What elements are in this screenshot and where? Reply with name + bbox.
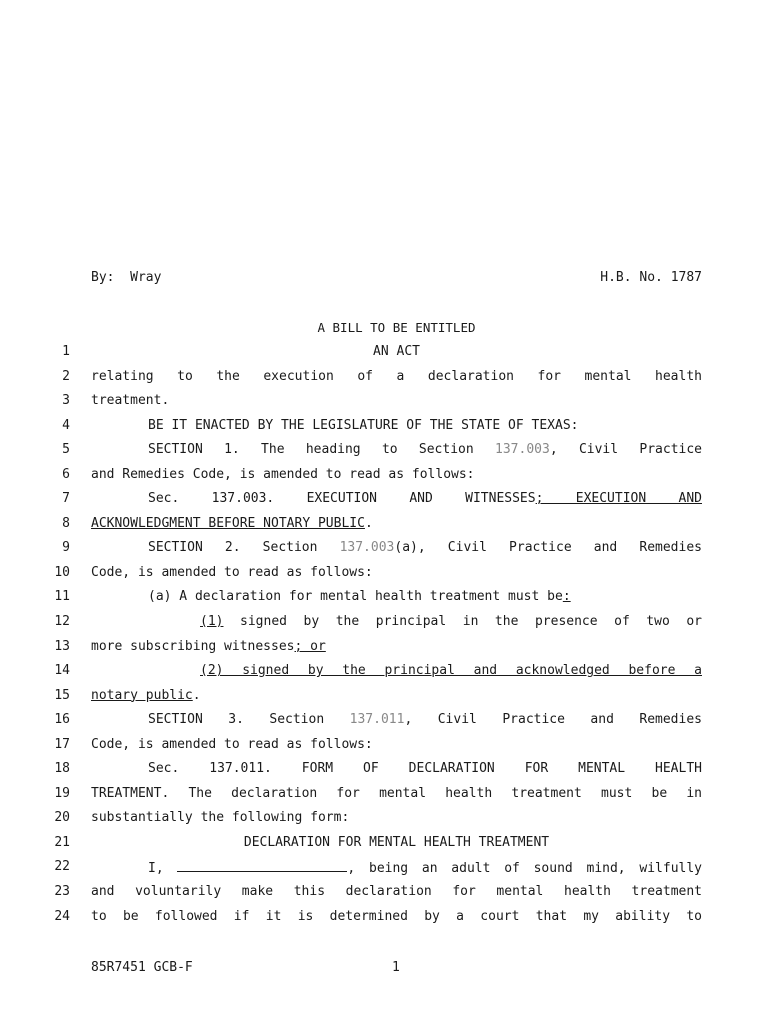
line-text [91, 589, 702, 604]
line-2 [0, 367, 770, 392]
line-text [91, 491, 702, 506]
line-16 [0, 710, 770, 735]
line-number: 20 [54, 810, 70, 826]
line-number: 4 [62, 417, 70, 433]
line-text: Sec. 137.011. FORM OF DECLARATION FOR MENTAL HEALTH [148, 761, 702, 777]
line-text [91, 442, 702, 457]
text-run: (a) A declaration for mental health treatment must be [148, 589, 563, 605]
text-run: SECTION 1. The heading to Section [148, 442, 496, 458]
text-run: signed by the principal in the presence of two or [223, 614, 702, 630]
line-17 [0, 735, 770, 760]
inserted-text: ; EXECUTION AND [535, 491, 702, 507]
text-run: . [192, 687, 201, 703]
enacting-clause: BE IT ENACTED BY THE LEGISLATURE OF THE STATE OF TEXAS: [148, 417, 579, 433]
text-run: , Civil Practice and Remedies [404, 712, 702, 728]
line-18 [0, 759, 770, 784]
bill-text [0, 342, 770, 931]
line-number: 10 [54, 564, 70, 580]
line-1 [0, 342, 770, 367]
line-number: 16 [54, 712, 70, 728]
line-text: substantially the following form: [91, 810, 350, 826]
bill-heading: A BILL TO BE ENTITLED [317, 320, 476, 335]
line-text: to be followed if it is determined by a court that my ability to [91, 908, 702, 924]
line-19 [0, 784, 770, 809]
name-blank-line [177, 859, 347, 872]
line-number: 21 [54, 834, 70, 850]
line-text [91, 516, 702, 531]
line-text [91, 712, 702, 727]
line-number: 9 [62, 540, 70, 556]
section-citation: 137.011 [349, 712, 405, 728]
inserted-text: ; or [294, 638, 326, 654]
line-number: 23 [54, 884, 70, 900]
line-10 [0, 563, 770, 588]
inserted-text: (2) signed by the principal and acknowledged before a [200, 663, 702, 679]
line-9 [0, 538, 770, 563]
inserted-text: ACKNOWLEDGMENT BEFORE NOTARY PUBLIC [91, 515, 365, 531]
line-20 [0, 808, 770, 833]
bill-number: H.B. No. 1787 [600, 270, 702, 285]
line-8 [0, 514, 770, 539]
line-number: 5 [62, 442, 70, 458]
line-text [91, 663, 702, 678]
line-6 [0, 465, 770, 490]
line-22 [0, 857, 770, 882]
line-14 [0, 661, 770, 686]
line-text [91, 540, 702, 555]
line-text: and voluntarily make this declaration for mental health treatment [91, 884, 702, 900]
form-heading: DECLARATION FOR MENTAL HEALTH TREATMENT [243, 834, 550, 850]
line-7 [0, 489, 770, 514]
line-4 [0, 416, 770, 441]
line-3 [0, 391, 770, 416]
line-text [91, 639, 702, 654]
line-5 [0, 440, 770, 465]
line-number: 19 [54, 785, 70, 801]
line-number: 24 [54, 908, 70, 924]
line-number: 17 [54, 736, 70, 752]
line-text: and Remedies Code, is amended to read as follows: [91, 466, 475, 482]
text-run: SECTION 3. Section [148, 712, 350, 728]
line-number: 1 [62, 344, 70, 359]
line-13 [0, 637, 770, 662]
line-11 [0, 587, 770, 612]
line-21 [0, 833, 770, 858]
line-23 [0, 882, 770, 907]
line-text: treatment. [91, 393, 170, 409]
text-run: , Civil Practice [549, 442, 703, 458]
line-number: 11 [54, 589, 70, 605]
document-code: 85R7451 GCB-F [91, 960, 193, 975]
line-number: 22 [54, 859, 70, 875]
section-citation: 137.003 [339, 540, 395, 556]
line-text [91, 614, 702, 629]
line-text: relating to the execution of a declaration for mental health [91, 368, 702, 384]
inserted-text: notary public [91, 687, 193, 703]
line-number: 8 [62, 515, 70, 531]
text-run: more subscribing witnesses [91, 638, 295, 654]
text-run: SECTION 2. Section [148, 540, 340, 556]
text-run: I, [148, 861, 178, 877]
text-run: Sec. 137.003. EXECUTION AND WITNESSES [148, 491, 536, 507]
line-12 [0, 612, 770, 637]
page-number: 1 [392, 960, 400, 975]
line-text [91, 688, 702, 703]
line-number: 15 [54, 687, 70, 703]
inserted-text: (1) [200, 614, 224, 630]
line-number: 2 [62, 368, 70, 384]
line-number: 6 [62, 466, 70, 482]
act-heading: AN ACT [373, 344, 420, 359]
section-citation: 137.003 [495, 442, 550, 458]
line-text: Code, is amended to read as follows: [91, 564, 373, 580]
line-text [91, 859, 702, 876]
line-number: 18 [54, 761, 70, 777]
line-text: Code, is amended to read as follows: [91, 736, 373, 752]
text-run: (a), Civil Practice and Remedies [394, 540, 702, 556]
text-run: . [364, 515, 373, 531]
bill-author: By: Wray [91, 270, 162, 285]
line-number: 7 [62, 491, 70, 507]
line-number: 3 [62, 393, 70, 409]
text-run: , being an adult of sound mind, wilfully [347, 861, 702, 877]
line-24 [0, 907, 770, 932]
inserted-text: : [562, 589, 571, 605]
line-15 [0, 686, 770, 711]
line-number: 13 [54, 638, 70, 654]
line-number: 14 [54, 663, 70, 679]
line-number: 12 [54, 614, 70, 630]
line-text: TREATMENT. The declaration for mental health treatment must be in [91, 785, 702, 801]
